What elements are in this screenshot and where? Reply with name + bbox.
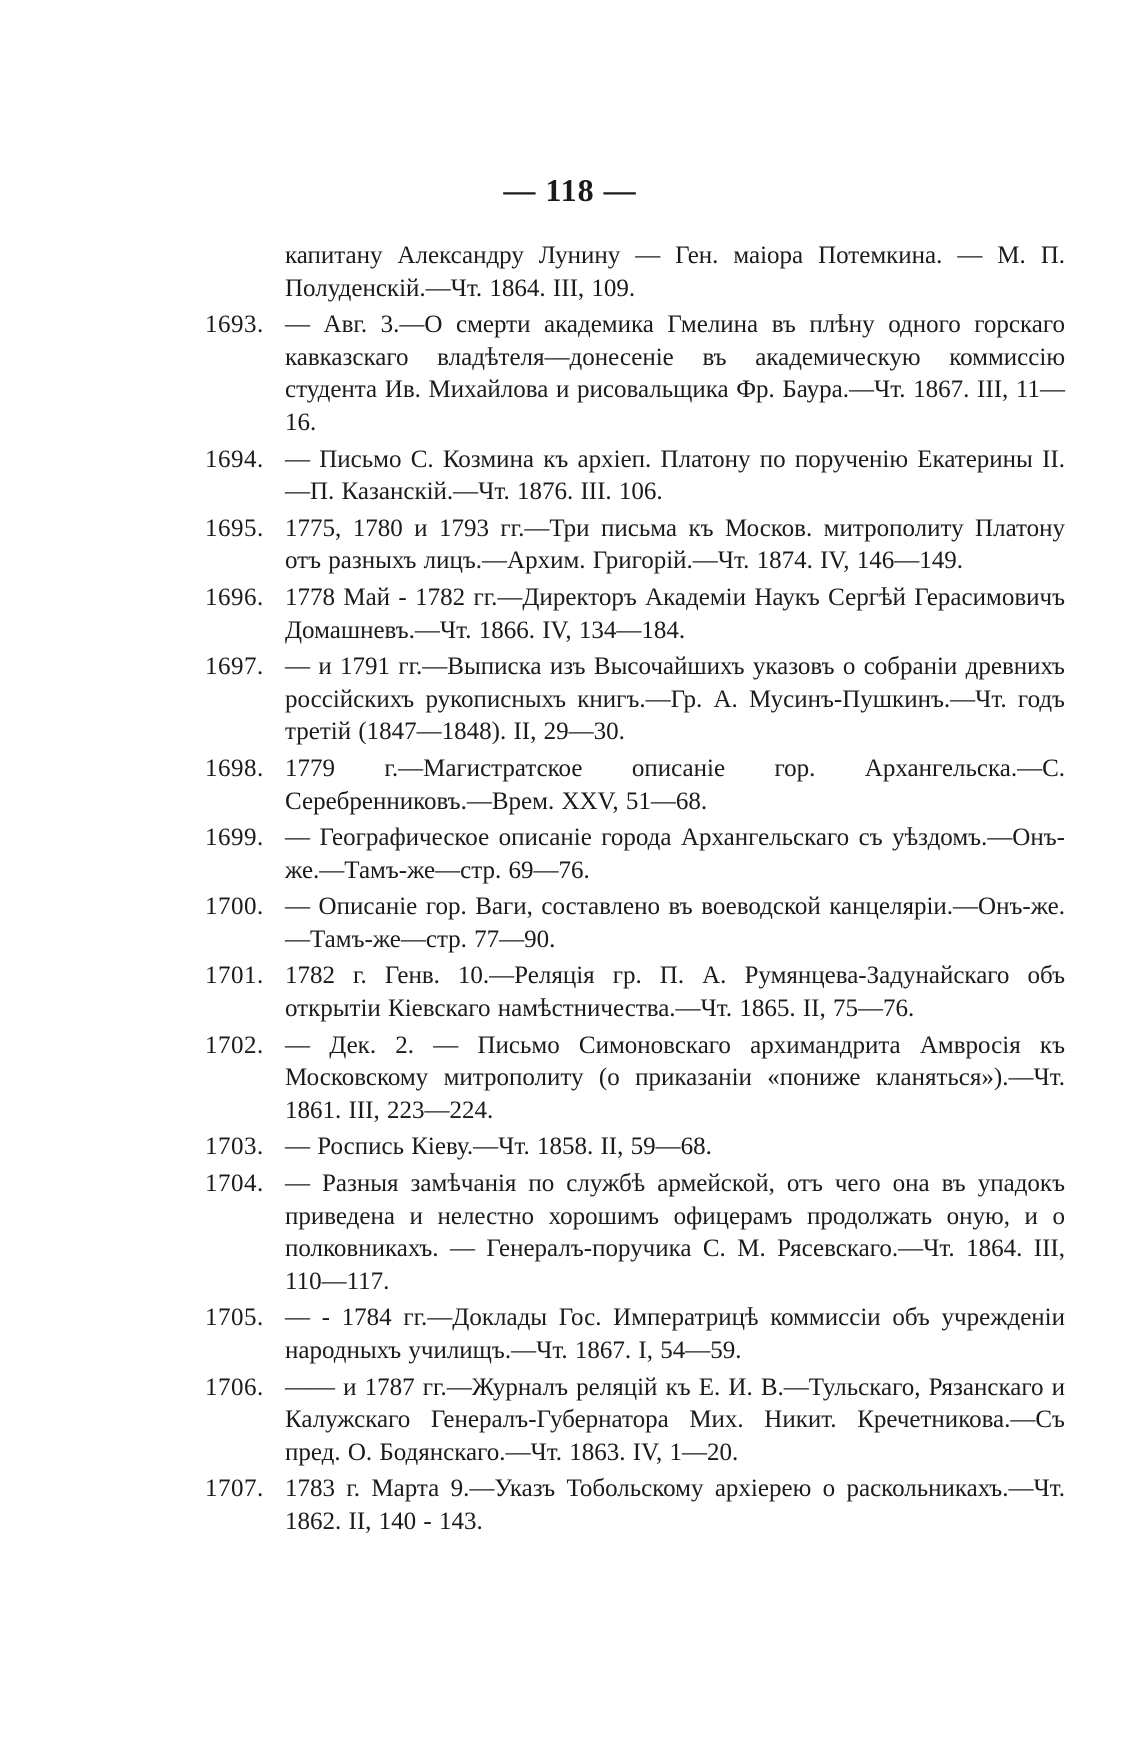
entry-text: 1775, 1780 и 1793 гг.—Три письма къ Москов. митрополиту Платону отъ разныхъ лицъ.—Архим. Григорій.—Чт. 1874. IV, 146—149.: [285, 514, 1065, 575]
entry-number: 1704.: [205, 1170, 264, 1198]
entry-1702: [205, 1030, 1065, 1128]
entry-text: — Разныя замѣчанія по службѣ армейской, отъ чего она въ упадокъ приведена и нелестно хорошимъ офицерамъ продолжать оную, и о полковникахъ. — Генералъ-поручика С. М. Рясевскаго.—Чт. 1864. III, 110—117.: [285, 1170, 1065, 1295]
entry-number: 1703.: [205, 1133, 264, 1161]
entry-number: 1702.: [205, 1031, 264, 1059]
entry-number: 1705.: [205, 1304, 264, 1332]
entry-number: 1707.: [205, 1475, 264, 1503]
entry-1707: [205, 1473, 1065, 1538]
entry-1695: [205, 513, 1065, 578]
entry-text: — Описаніе гор. Ваги, составлено въ воеводской канцеляріи.—Онъ-же.—Тамъ-же—стр. 77—90.: [285, 893, 1065, 953]
entry-text: — Географическое описаніе города Архангельскаго съ уѣздомъ.—Онъ-же.—Тамъ-же—стр. 69—76.: [285, 824, 1065, 884]
entry-text: 1778 Май - 1782 гг.—Директоръ Академіи Наукъ Сергѣй Герасимовичъ Домашневъ.—Чт. 1866. IV, 134—184.: [285, 583, 1065, 644]
entry-text: 1783 г. Марта 9.—Указъ Тобольскому архіерею о раскольникахъ.—Чт. 1862. II, 140 - 143.: [285, 1475, 1065, 1535]
entry-number: 1696.: [205, 583, 264, 611]
entry-1696: [205, 582, 1065, 647]
entry-continuation: [205, 240, 1065, 305]
entry-text: капитану Александру Лунину — Ген. маіора Потемкина. — М. П. Полуденскій.—Чт. 1864. III, 109.: [285, 242, 1065, 302]
entry-number: 1697.: [205, 653, 264, 681]
entry-1705: [205, 1302, 1065, 1367]
entry-number: 1701.: [205, 962, 264, 990]
entry-number: 1693.: [205, 311, 264, 339]
entry-1700: [205, 891, 1065, 956]
entry-1698: [205, 753, 1065, 818]
entry-1704: [205, 1168, 1065, 1298]
entry-1699: [205, 822, 1065, 887]
entry-text: — Роспись Кіеву.—Чт. 1858. II, 59—68.: [285, 1133, 712, 1161]
entry-number: 1695.: [205, 514, 264, 542]
entry-number: 1700.: [205, 893, 264, 921]
entry-1703: [205, 1131, 1065, 1164]
entry-text: — Авг. 3.—О смерти академика Гмелина въ плѣну одного горскаго кавказскаго владѣтеля—донесеніе въ академическую коммиссію студента Ив. Михайлова и рисовальщика Фр. Баура.—Чт. 1867. III, 11—16.: [285, 311, 1065, 436]
entry-text: — Дек. 2. — Письмо Симоновскаго архимандрита Амвросія къ Московскому митрополиту (о приказаніи «пониже кланяться»).—Чт. 1861. III, 223—224.: [285, 1031, 1065, 1124]
entry-text: — Письмо С. Козмина къ архіеп. Платону по порученію Екатерины II.—П. Казанскій.—Чт. 1876. III. 106.: [285, 445, 1065, 506]
entry-text: — - 1784 гг.—Доклады Гос. Императрицѣ коммиссіи объ учрежденіи народныхъ училищъ.—Чт. 1867. I, 54—59.: [285, 1304, 1065, 1364]
entry-number: 1699.: [205, 824, 264, 852]
entries-list: [205, 240, 1065, 1543]
page-number: — 118 —: [503, 172, 637, 208]
entry-text: 1779 г.—Магистратское описаніе гор. Архангельска.—С. Серебренниковъ.—Врем. XXV, 51—68.: [285, 754, 1065, 815]
entry-1693: [205, 309, 1065, 439]
entry-1694: [205, 444, 1065, 509]
entry-text: —— и 1787 гг.—Журналъ реляцій къ Е. И. В.—Тульскаго, Рязанскаго и Калужскаго Генералъ-Губернатора Мих. Никит. Кречетникова.—Съ пред. О. Бодянскаго.—Чт. 1863. IV, 1—20.: [285, 1373, 1065, 1466]
entry-number: 1698.: [205, 754, 264, 782]
entry-1701: [205, 960, 1065, 1025]
entry-text: 1782 г. Генв. 10.—Реляція гр. П. А. Румянцева-Задунайскаго объ открытіи Кіевскаго намѣстничества.—Чт. 1865. II, 75—76.: [285, 962, 1065, 1023]
entry-number: 1694.: [205, 445, 264, 473]
entry-text: — и 1791 гг.—Выписка изъ Высочайшихъ указовъ о собраніи древнихъ россійскихъ рукописныхъ книгъ.—Гр. А. Мусинъ-Пушкинъ.—Чт. годъ третій (1847—1848). II, 29—30.: [285, 653, 1065, 746]
entry-1706: [205, 1372, 1065, 1470]
entry-number: 1706.: [205, 1373, 264, 1401]
entry-1697: [205, 651, 1065, 749]
